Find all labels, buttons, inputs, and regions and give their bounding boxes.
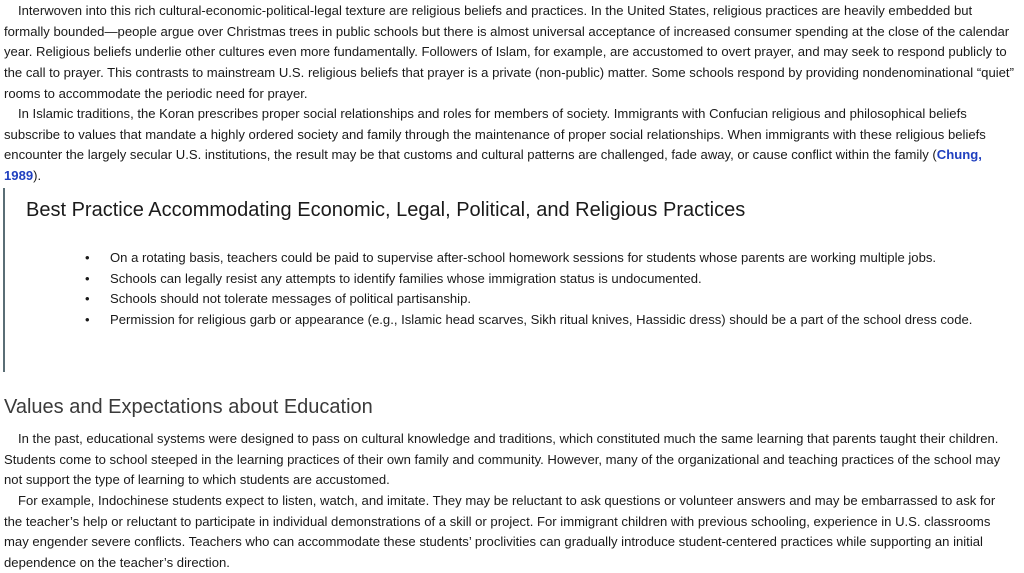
list-item [85,269,995,290]
list-item [85,310,995,331]
list-item [85,289,995,310]
body-paragraph [0,104,1024,187]
list-item [85,248,995,269]
section-heading: Values and Expectations about Education [4,396,373,418]
list-item-text: On a rotating basis, teachers could be paid to supervise after-school homework sessions for students whose parents are working multiple jobs. [110,250,937,265]
best-practice-title: Best Practice Accommodating Economic, Legal, Political, and Religious Practices [26,199,746,221]
paragraph-text-end: ). [33,168,42,184]
bullet-icon: • [85,312,90,328]
body-paragraph: For example, Indochinese students expect to listen, watch, and imitate. They may be reluctant to ask questions or volunteer answers and may be embarrassed to ask for the teacher’s help or reluctant to participate in individual demonstrations of a skill or project. For immigrant children with previous schooling, experience in U.S. classrooms may engender severe conflicts. Teachers who can accommodate these students’ proclivities can gradually introduce student-centered practices while supporting an initial dependence on the teacher’s direction. [4,493,996,571]
body-paragraph: In the past, educational systems were designed to pass on cultural knowledge and traditions, which constituted much the same learning that parents taught their children. Students come to school steeped in the learning practices of their own family and community. However, many of the organizational and teaching practices of the school may not support the type of learning to which students are accustomed. [4,431,1001,488]
bullet-icon: • [85,291,90,307]
best-practice-box [3,188,1015,372]
body-paragraph: Interwoven into this rich cultural-economic-political-legal texture are religious beliefs and practices. In the United States, religious practices are heavily embedded but formally bounded—people argue over Christmas trees in public schools but there is almost universal acceptance of increased consumer spending at the close of the calendar year. Religious beliefs underlie other cultures even more fundamentally. Followers of Islam, for example, are accustomed to overt prayer, and may seek to respond publicly to the call to prayer. This contrasts to mainstream U.S. religious beliefs that prayer is a private (non-public) matter. Some schools respond by providing nondenominational “quiet” rooms to accommodate the periodic need for prayer. [4,3,1014,101]
list-item-text: Schools should not tolerate messages of political partisanship. [110,291,472,307]
citation-link[interactable]: Chung, 1989 [4,147,982,184]
bullet-icon: • [85,250,90,265]
bullet-icon: • [85,270,90,286]
best-practice-list [85,248,995,331]
paragraph-text: In Islamic traditions, the Koran prescribes proper social relationships and roles for members of society. Immigrants with Confucian religious and philosophical beliefs subscribe to values that mandate a highly ordered society and family through the maintenance of proper social relationships. When immigrants with these religious beliefs encounter the largely secular U.S. institutions, the result may be that customs and cultural patterns are challenged, fade away, or cause conflict within the family ( [4,106,986,163]
list-item-text: Permission for religious garb or appearance (e.g., Islamic head scarves, Sikh ritual knives, Hassidic dress) should be a part of the school dress code. [110,312,973,328]
list-item-text: Schools can legally resist any attempts to identify families whose immigration status is undocumented. [110,270,702,286]
